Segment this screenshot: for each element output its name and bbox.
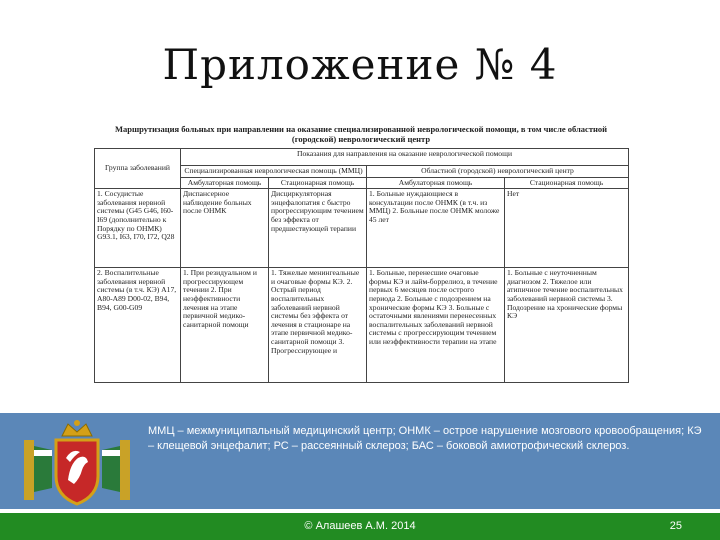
scanned-document [94,124,628,383]
cell-stat: Дисциркуляторная энцефалопатия с быстро прогрессирующим течением без эффекта от предшествующей терапии [269,189,367,268]
header-stat2: Стационарная помощь [505,177,629,189]
slide-title: Приложение № 4 [162,40,558,89]
cell-stat: 1. Тяжелые менингеальные и очаговые формы КЭ. 2. Острый период воспалительных заболеваний нервной системы без эффекта от лечения в стационаре на этапе первичной медико-санитарной помощи 3. Прогрессирующее и [269,268,367,383]
header-mmc: Специализированная неврологическая помощь (ММЦ) [181,166,367,178]
copyright-text: © Алашеев А.М. 2014 [304,520,416,532]
header-amb2: Амбулаторная помощь [367,177,505,189]
document-caption: Маршрутизация больных при направлении на оказание специализированной неврологической помощи, в том числе областной (городской) неврологический центр [114,124,608,144]
cell-amb2: 1. Больные нуждающиеся в консультации после ОНМК (в т.ч. из ММЦ) 2. Больные после ОНМК моложе 45 лет [367,189,505,268]
header-center: Областной (городской) неврологический центр [367,166,629,178]
cell-stat2: 1. Больные с неуточненным диагнозом 2. Тяжелое или атипичное течение воспалительных заболеваний нервной системы 3. Подозрение на хронические формы КЭ [505,268,629,383]
header-indications: Показания для направления на оказание неврологической помощи [181,149,629,166]
table-row [95,189,629,268]
cell-amb: Диспансерное наблюдение больных после ОНМК [181,189,269,268]
page-number: 25 [669,520,682,532]
routing-table [94,148,629,383]
abbreviation-note: ММЦ – межмуниципальный медицинский центр; ОНМК – острое нарушение мозгового кровообращения; КЭ – клещевой энцефалит; РС – рассеянный склероз; БАС – боковой амиотрофический склероз. [148,425,702,452]
cell-amb: 1. При резидуальном и прогрессирующем течении 2. При неэффективности лечения на этапе первичной медико-санитарной помощи [181,268,269,383]
cell-stat2: Нет [505,189,629,268]
table-header-row [95,149,629,166]
cell-group: 2. Воспалительные заболевания нервной системы (в т.ч. КЭ) А17, А80-А89 D00-02, B94, B94, G00-G09 [95,268,181,383]
cell-amb2: 1. Больные, перенесшие очаговые формы КЭ и лайм-боррелиоз, в течение первых 6 месяцев после острого периода 2. Больные с подозрением на хронические формы КЭ 3. Больные с остаточными явлениями перенесенных воспалительных заболеваний нервной системы с прогрессирующим течением или неэффективности терапии на этапе [367,268,505,383]
header-stat: Стационарная помощь [269,177,367,189]
header-amb: Амбулаторная помощь [181,177,269,189]
coat-of-arms-icon [18,418,136,508]
header-group-col: Группа заболеваний [95,149,181,189]
cell-group: 1. Сосудистые заболевания нервной системы (G45 G46, I60-I69 (дополнительно к Порядку по ОНМК) G93.1, I63, I70, I72, Q28 [95,189,181,268]
table-row [95,268,629,383]
